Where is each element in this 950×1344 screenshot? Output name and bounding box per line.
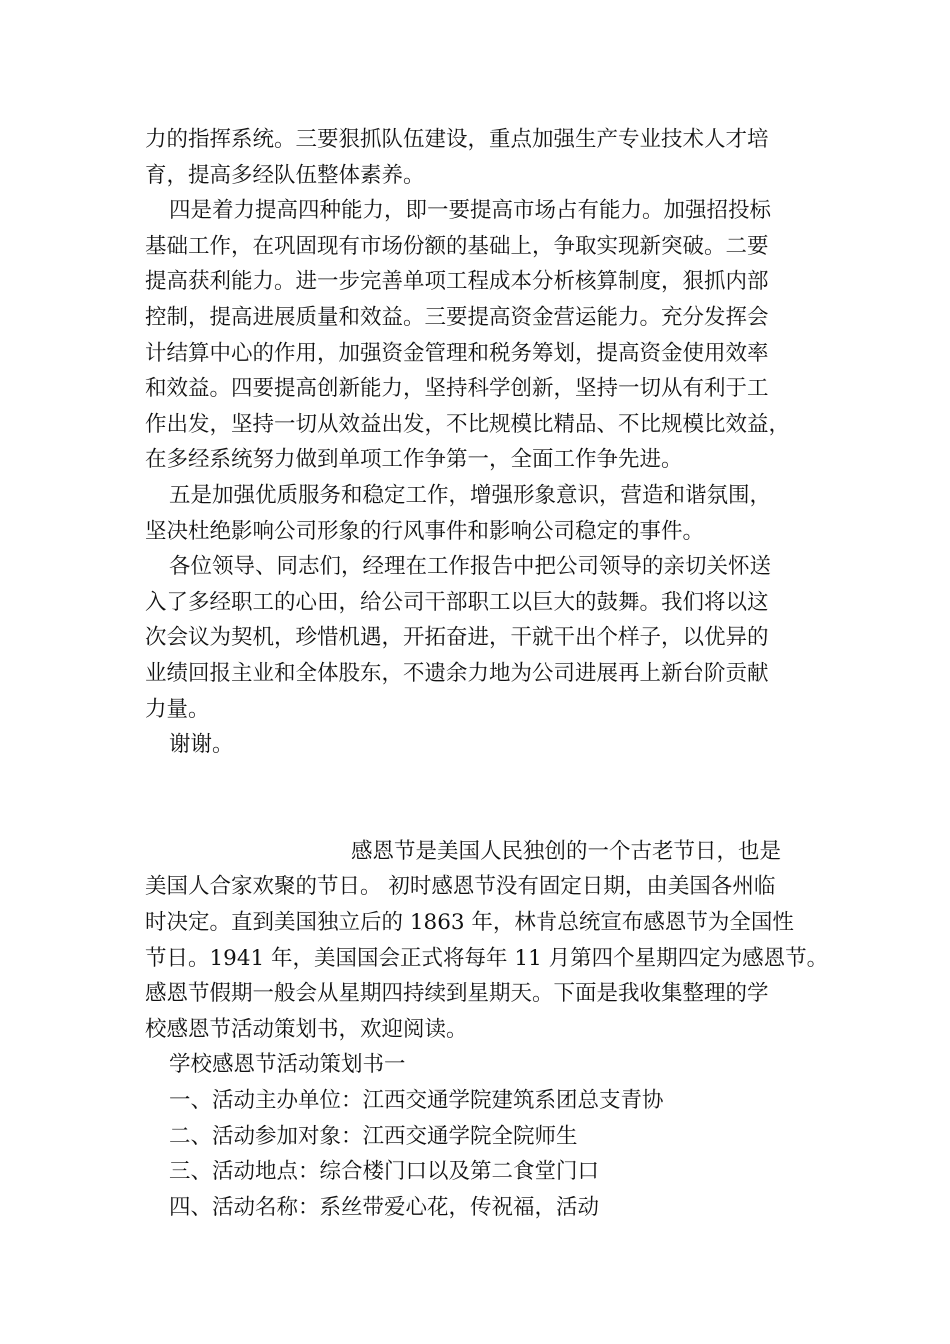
list-item: 二、活动参加对象：江西交通学院全院师生 (169, 1123, 578, 1149)
section-heading: 学校感恩节活动策划书一 (169, 1052, 406, 1078)
paragraph-start-line: 各位领导、同志们，经理在工作报告中把公司领导的亲切关怀送 (169, 554, 772, 580)
text-line: 坚决杜绝影响公司形象的行风事件和影响公司稳定的事件。 (145, 518, 705, 544)
section-gap (145, 763, 815, 834)
intro-lead-line: 感恩节是美国人民独创的一个古老节日，也是 (351, 838, 782, 864)
text-line: 基础工作，在巩固现有市场份额的基础上，争取实现新突破。二要 (145, 233, 769, 259)
list-item: 三、活动地点：综合楼门口以及第二食堂门口 (169, 1159, 600, 1185)
text-line: 节日。1941 年，美国国会正式将每年 11 月第四个星期四定为感恩节。 (145, 945, 829, 971)
thanks-line: 谢谢。 (169, 732, 234, 758)
text-line: 提高获利能力。进一步完善单项工程成本分析核算制度，狠抓内部 (145, 269, 769, 295)
text-line: 时决定。直到美国独立后的 1863 年，林肯总统宣布感恩节为全国性 (145, 910, 794, 936)
text-line: 校感恩节活动策划书，欢迎阅读。 (145, 1016, 468, 1042)
text-line: 育，提高多经队伍整体素养。 (145, 162, 425, 188)
text-line: 在多经系统努力做到单项工作争第一，全面工作争先进。 (145, 447, 683, 473)
text-line: 作出发，坚持一切从效益出发，不比规模比精品、不比规模比效益， (145, 411, 791, 437)
list-item: 一、活动主办单位：江西交通学院建筑系团总支青协 (169, 1088, 664, 1114)
text-line: 计结算中心的作用，加强资金管理和税务筹划，提高资金使用效率 (145, 340, 769, 366)
list-item: 四、活动名称：系丝带爱心花，传祝福，活动 (169, 1194, 600, 1220)
text-line: 入了多经职工的心田，给公司干部职工以巨大的鼓舞。我们将以这 (145, 589, 769, 615)
text-line: 美国人合家欢聚的节日。 初时感恩节没有固定日期，由美国各州临 (145, 874, 776, 900)
text-line: 业绩回报主业和全体股东，不遗余力地为公司进展再上新台阶贡献 (145, 660, 769, 686)
text-line: 力的指挥系统。三要狠抓队伍建设，重点加强生产专业技术人才培 (145, 127, 769, 152)
paragraph-start-line: 四是着力提高四种能力，即一要提高市场占有能力。加强招投标 (169, 198, 772, 224)
paragraph-start-line: 五是加强优质服务和稳定工作，增强形象意识，营造和谐氛围， (169, 482, 772, 508)
text-line: 和效益。四要提高创新能力，坚持科学创新，坚持一切从有利于工 (145, 376, 769, 402)
text-line: 控制，提高进展质量和效益。三要提高资金营运能力。充分发挥会 (145, 304, 769, 330)
text-line: 力量。 (145, 696, 210, 722)
document-body (145, 122, 829, 1225)
text-line: 次会议为契机，珍惜机遇，开拓奋进，干就干出个样子，以优异的 (145, 625, 769, 651)
text-line: 感恩节假期一般会从星期四持续到星期天。下面是我收集整理的学 (145, 981, 769, 1007)
